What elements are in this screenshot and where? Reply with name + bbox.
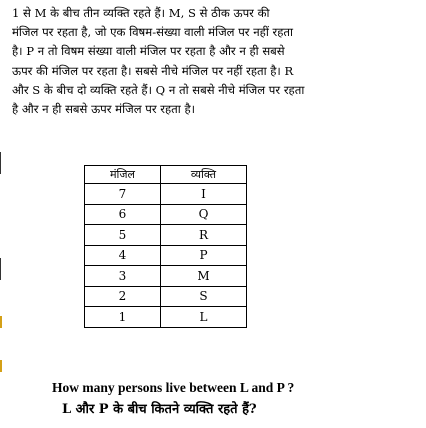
person-cell: S: [161, 286, 247, 307]
floor-cell: 3: [85, 266, 161, 287]
floor-cell: 6: [85, 204, 161, 225]
paragraph-line: है और न ही सबसे ऊपर मंजिल पर रहता है।: [12, 102, 196, 117]
table-row: [85, 307, 247, 328]
table-row: [85, 204, 247, 225]
table-row: [85, 184, 247, 205]
floor-cell: 4: [85, 245, 161, 266]
paragraph-line: और S के बीच दो व्यक्ति रहते हैं। Q न तो सबसे नीचे मंजिल पर रहता: [12, 82, 305, 97]
person-cell: Q: [161, 204, 247, 225]
paragraph-line: है। P न तो विषम संख्या वाली मंजिल पर रहता है और न ही सबसे: [12, 44, 285, 59]
floor-cell: 5: [85, 225, 161, 246]
left-edge-marker: [0, 316, 2, 328]
person-cell: M: [161, 266, 247, 287]
floor-person-table: [84, 165, 247, 328]
person-cell: L: [161, 307, 247, 328]
paragraph-line: मंजिल पर रहता है, जो एक विषम-संख्या वाली मंजिल पर नहीं रहता: [12, 25, 294, 40]
left-edge-marker: [0, 360, 2, 372]
floor-cell: 2: [85, 286, 161, 307]
table-row: [85, 245, 247, 266]
header-floor: मंजिल: [85, 166, 161, 184]
floor-cell: 1: [85, 307, 161, 328]
floor-cell: 7: [85, 184, 161, 205]
table-row: [85, 266, 247, 287]
table-row: [85, 286, 247, 307]
paragraph-line: 1 से M के बीच तीन व्यक्ति रहते हैं। M, S से ठीक ऊपर की: [12, 6, 270, 20]
question-hindi: L और P के बीच कितने व्यक्ति रहते हैं?: [62, 402, 257, 417]
person-cell: R: [161, 225, 247, 246]
person-cell: I: [161, 184, 247, 205]
paragraph-line: ऊपर की मंजिल पर रहता है। सबसे नीचे मंजिल पर नहीं रहता है। R: [12, 63, 294, 78]
puzzle-paragraph: [12, 4, 420, 119]
left-edge-divider: [0, 258, 1, 280]
table-header-row: [85, 166, 247, 184]
header-person: व्यक्ति: [161, 166, 247, 184]
table-row: [85, 225, 247, 246]
question-english: How many persons live between L and P ?: [52, 380, 295, 395]
person-cell: P: [161, 245, 247, 266]
left-edge-divider: [0, 152, 1, 174]
